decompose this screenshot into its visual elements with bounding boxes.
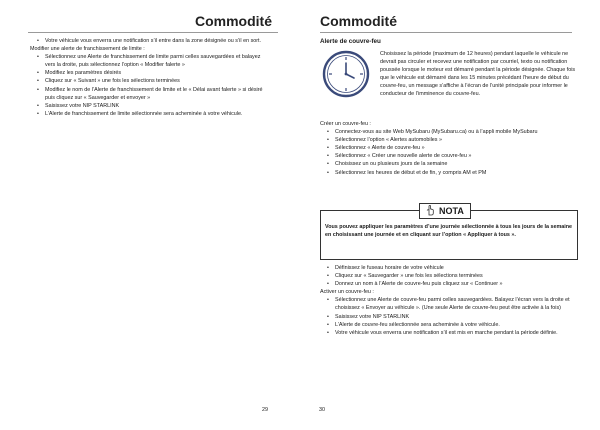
list-item: • Modifiez le nom de l’Alerte de franchissement de limite et le « Délai avant falerte » si désiré puis cliquez sur « Sauvegarder et envoyer » xyxy=(36,86,272,102)
modify-heading: Modifier une alerte de franchissement de limite : xyxy=(30,46,145,53)
nota-text: Vous pouvez appliquer les paramètres d’une journée sélectionnée à tous les jours de la semaine en choisissant une journée et en cliquant sur l’option « Appliquer à tous ». xyxy=(325,224,573,238)
create-section xyxy=(320,120,578,177)
create-heading: Créer un couvre-feu : xyxy=(320,121,371,127)
right-page xyxy=(300,0,600,430)
list-item: • Donnez un nom à l’Alerte de couvre-feu puis cliquez sur « Continuer » xyxy=(326,280,578,288)
list-item: • Cliquez sur « Sauvegarder » une fois les sélections terminées xyxy=(326,272,578,280)
list-item: • L’Alerte de couvre-feu sélectionnée sera acheminée à votre véhicule. xyxy=(326,321,578,329)
list-item: • Votre véhicule vous enverra une notification s’il entre dans la zone désignée ou s’il en sort. xyxy=(36,37,272,45)
title-rule xyxy=(320,32,572,33)
list-item: • Sélectionnez « Alerte de couvre-feu » xyxy=(326,144,578,152)
list-item: • Connectez-vous au site Web MySubaru (MySubaru.ca) ou à l’appli mobile MySubaru xyxy=(326,128,578,136)
list-item: • Sélectionnez « Créer une nouvelle alerte de couvre-feu » xyxy=(326,152,578,160)
activate-steps-list xyxy=(320,296,578,336)
list-item: • Sélectionnez les heures de début et de fin, y compris AM et PM xyxy=(326,169,578,177)
curfew-description: Choisissez la période (maximum de 12 heures) pendant laquelle le véhicule ne devrait pas circuler et recevez une notification par courriel, texto ou notification poussée lorsque le moteur est démarré pendant la période désignée. Chaque fois que le véhicule est démarré dans les 15 minutes précédant l’heure de début du couvre-feu, un message s’affiche à l’écran de l’unité principale pour informer le conducteur de l’imminence du couvre-feu. xyxy=(380,51,576,98)
list-item: • Saisissez votre NIP STARLINK xyxy=(326,313,578,321)
page-number: 30 xyxy=(319,407,325,413)
list-item: • Modifiez les paramètres désirés xyxy=(36,69,272,77)
hand-icon xyxy=(426,205,435,218)
list-item: • Cliquez sur « Suivant » une fois les sélections terminées xyxy=(36,77,272,85)
list-item: • Sélectionnez une Alerte de couvre-feu parmi celles sauvegardées. Balayez l’écran vers la droite et choisissez « Envoyer au véhicule ». (Une seule Alerte de couvre-feu peut être activée à la fois) xyxy=(326,296,578,312)
page-title: Commodité xyxy=(320,13,397,29)
list-item: • Saisissez votre NIP STARLINK xyxy=(36,102,272,110)
intro-bullet-list xyxy=(30,37,272,45)
title-rule xyxy=(28,32,278,33)
left-content xyxy=(30,37,272,118)
list-item: • Sélectionnez une Alerte de franchissement de limite parmi celles sauvegardées et balayez vers la droite, puis sélectionnez l’option « Modifier falerte » xyxy=(36,53,272,69)
page-number: 29 xyxy=(262,407,268,413)
more-steps-list xyxy=(320,264,578,288)
list-item: • Choisissez un ou plusieurs jours de la semaine xyxy=(326,160,578,168)
page-title: Commodité xyxy=(195,13,272,29)
nota-label-tab xyxy=(419,203,471,219)
clock-icon xyxy=(320,48,372,100)
list-item: • L’Alerte de franchissement de limite sélectionnée sera acheminée à votre véhicule. xyxy=(36,110,272,118)
activate-section xyxy=(320,264,578,337)
nota-box xyxy=(320,206,578,260)
section-heading: Alerte de couvre-feu xyxy=(320,38,381,45)
modify-steps-list xyxy=(30,53,272,118)
list-item: • Sélectionnez l’option « Alertes automobiles » xyxy=(326,136,578,144)
list-item: • Définissez le fuseau horaire de votre véhicule xyxy=(326,264,578,272)
create-steps-list xyxy=(320,128,578,177)
list-item: • Votre véhicule vous enverra une notification s’il est mis en marche pendant la période définie. xyxy=(326,329,578,337)
activate-heading: Activer un couvre-feu : xyxy=(320,289,374,296)
nota-label: NOTA xyxy=(439,206,464,216)
